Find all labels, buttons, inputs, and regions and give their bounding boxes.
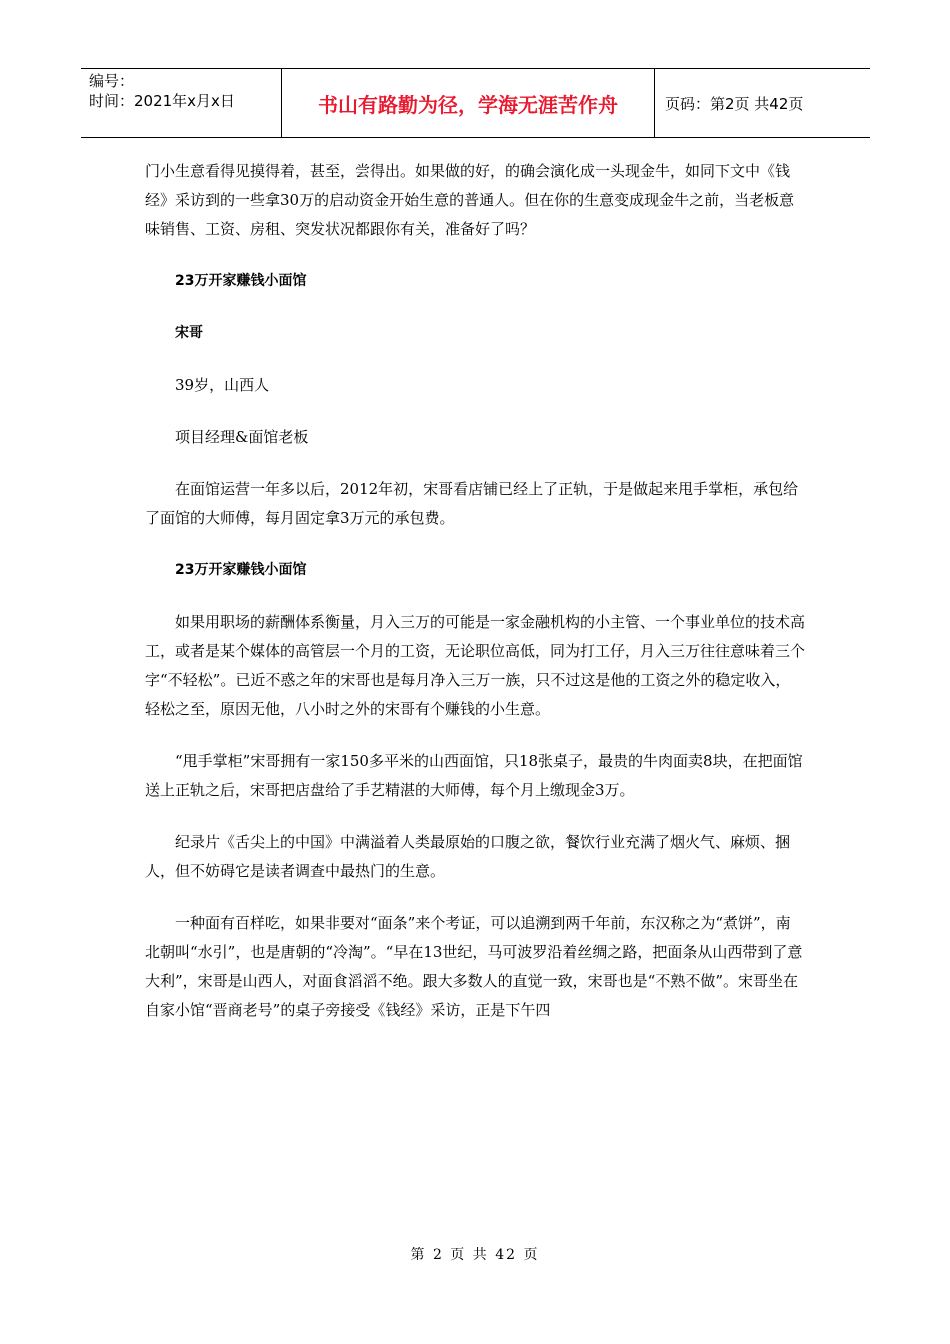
header-motto: 书山有路勤为径，学海无涯苦作舟 xyxy=(282,69,655,137)
page-header xyxy=(81,68,870,138)
person-role: 项目经理&面馆老板 xyxy=(175,428,309,446)
number-label: 编号： xyxy=(89,72,135,90)
paragraph: 如果用职场的薪酬体系衡量，月入三万的可能是一家金融机构的小主管、一个事业单位的技术高工，或者是某个媒体的高管层一个月的工资，无论职位高低，同为打工仔，月入三万往往意味着三个字“不轻松”。已近不惑之年的宋哥也是每月净入三万一族，只不过这是他的工资之外的稳定收入，轻松之至，原因无他，八小时之外的宋哥有个赚钱的小生意。 xyxy=(145,613,806,718)
paragraph: 在面馆运营一年多以后，2012年初，宋哥看店铺已经上了正轨，于是做起来甩手掌柜，承包给了面馆的大师傅，每月固定拿3万元的承包费。 xyxy=(145,480,799,527)
header-meta xyxy=(81,69,282,137)
paragraph: 门小生意看得见摸得着，甚至，尝得出。如果做的好，的确会演化成一头现金牛，如同下文中《钱经》采访到的一些拿30万的启动资金开始生意的普通人。但在你的生意变成现金牛之前，当老板意味销售、工资、房租、突发状况都跟你有关，准备好了吗？ xyxy=(145,162,795,238)
date-label: 时间：2021年x月x日 xyxy=(89,92,235,110)
section-heading: 23万开家赚钱小面馆 xyxy=(175,562,307,578)
person-name: 宋哥 xyxy=(175,325,203,341)
paragraph: 一种面有百样吃，如果非要对“面条”来个考证，可以追溯到两千年前，东汉称之为“煮饼”，南北朝叫“水引”，也是唐朝的“冷淘”。“早在13世纪，马可波罗沿着丝绸之路，把面条从山西带到了意大利”，宋哥是山西人，对面食滔滔不绝。跟大多数人的直觉一致，宋哥也是“不熟不做”。宋哥坐在自家小馆“晋商老号”的桌子旁接受《钱经》采访，正是下午四 xyxy=(145,914,803,1019)
paragraph: “甩手掌柜”宋哥拥有一家150多平米的山西面馆，只18张桌子，最贵的牛肉面卖8块，在把面馆送上正轨之后，宋哥把店盘给了手艺精湛的大师傅，每个月上缴现金3万。 xyxy=(145,752,803,799)
page-footer: 第 2 页 共 42 页 xyxy=(410,1247,540,1263)
document-body xyxy=(145,157,805,1025)
header-page-info: 页码：第2页 共42页 xyxy=(665,94,804,113)
section-heading: 23万开家赚钱小面馆 xyxy=(175,273,307,289)
person-age: 39岁，山西人 xyxy=(175,376,270,394)
paragraph: 纪录片《舌尖上的中国》中满溢着人类最原始的口腹之欲，餐饮行业充满了烟火气、麻烦、捆人，但不妨碍它是读者调查中最热门的生意。 xyxy=(145,833,791,880)
